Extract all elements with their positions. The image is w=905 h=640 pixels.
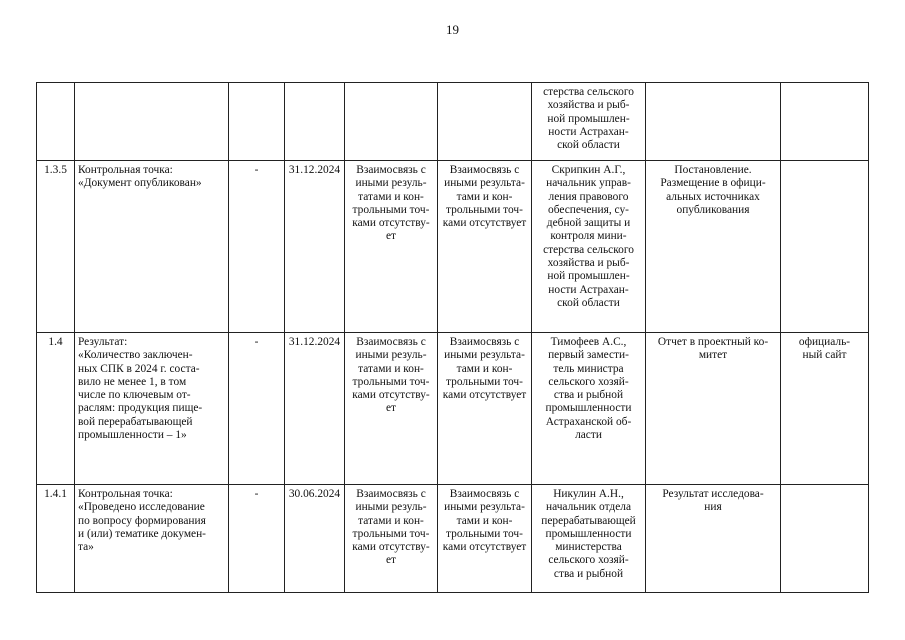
table-row — [37, 333, 869, 485]
cell-link-prev: Взаимосвязь с иными резуль- татами и кон- трольными точ- ками отсутству- ет — [345, 333, 438, 485]
cell-number — [37, 83, 75, 161]
cell-system — [781, 83, 869, 161]
cell-link-prev: Взаимосвязь с иными резуль- татами и кон- трольными точ- ками отсутству- ет — [345, 161, 438, 333]
cell-doc-type: Отчет в проектный ко- митет — [646, 333, 781, 485]
page-number: 19 — [446, 22, 459, 37]
cell-responsible: Тимофеев А.С., первый замести- тель министра сельского хозяй- ства и рыбной промышленности Астраханской об- ласти — [532, 333, 646, 485]
cell-link-next: Взаимосвязь с иными результа- тами и кон- трольными точ- ками отсутствует — [438, 161, 532, 333]
cell-name: Результат: «Количество заключен- ных СПК в 2024 г. соста- вило не менее 1, в том числе по ключевым от- раслям: продукция пище- вой перерабатывающей промышленности – 1» — [75, 333, 229, 485]
cell-number: 1.4.1 — [37, 485, 75, 593]
cell-doc-type — [646, 83, 781, 161]
cell-date: 31.12.2024 — [285, 333, 345, 485]
cell-base: - — [229, 485, 285, 593]
cell-responsible: стерства сельского хозяйства и рыб- ной промышлен- ности Астрахан- ской области — [532, 83, 646, 161]
cell-link-next: Взаимосвязь с иными результа- тами и кон- трольными точ- ками отсутствует — [438, 333, 532, 485]
cell-date — [285, 83, 345, 161]
cell-responsible: Никулин А.Н., начальник отдела перерабатывающей промышленности министерства сельского хозяй- ства и рыбной — [532, 485, 646, 593]
cell-number: 1.4 — [37, 333, 75, 485]
cell-doc-type: Результат исследова- ния — [646, 485, 781, 593]
cell-base: - — [229, 161, 285, 333]
cell-name: Контрольная точка: «Документ опубликован» — [75, 161, 229, 333]
cell-link-next: Взаимосвязь с иными результа- тами и кон- трольными точ- ками отсутствует — [438, 485, 532, 593]
cell-link-prev — [345, 83, 438, 161]
cell-date: 30.06.2024 — [285, 485, 345, 593]
cell-doc-type: Постановление. Размещение в офици- альных источниках опубликования — [646, 161, 781, 333]
cell-number: 1.3.5 — [37, 161, 75, 333]
cell-responsible: Скрипкин А.Г., начальник управ- ления правового обеспечения, су- дебной защиты и контроля мини- стерства сельского хозяйства и рыб- ной промышлен- ности Астрахан- ской области — [532, 161, 646, 333]
plan-table — [36, 82, 869, 593]
cell-base: - — [229, 333, 285, 485]
cell-system — [781, 161, 869, 333]
cell-name: Контрольная точка: «Проведено исследование по вопросу формирования и (или) тематике докумен- та» — [75, 485, 229, 593]
table-row — [37, 161, 869, 333]
table-row — [37, 83, 869, 161]
cell-system: официаль- ный сайт — [781, 333, 869, 485]
table-row — [37, 485, 869, 593]
cell-name — [75, 83, 229, 161]
cell-date: 31.12.2024 — [285, 161, 345, 333]
cell-link-prev: Взаимосвязь с иными резуль- татами и кон- трольными точ- ками отсутству- ет — [345, 485, 438, 593]
cell-link-next — [438, 83, 532, 161]
cell-system — [781, 485, 869, 593]
cell-base — [229, 83, 285, 161]
